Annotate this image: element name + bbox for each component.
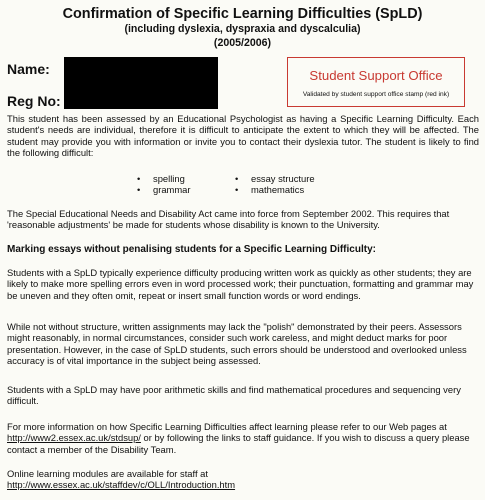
redacted-name-reg-box	[64, 57, 218, 109]
list-item: • essay structure	[235, 173, 315, 184]
stdsup-link[interactable]: http://www2.essex.ac.uk/stdsup/	[7, 432, 141, 444]
stamp-box	[287, 57, 465, 107]
more-info-paragraph: For more information on how Specific Learning Difficulties affect learning please refer to our Web pages at http://www2.essex.ac.uk/stdsup/ or by following the links to staff guidance. If you wish to discuss a query please contact a member of the Disability Team.	[7, 421, 470, 455]
online-modules-paragraph: Online learning modules are available for staff at http://www.essex.ac.uk/staffdev/c/OLL/Introduction.htm	[7, 468, 236, 491]
list-item: • mathematics	[235, 184, 305, 195]
assignments-paragraph: While not without structure, written assignments may lack the "polish" demonstrated by their peers. Assessors might reasonably, in normal circumstances, consider such work careless, and might deduct marks for poor presentation. However, in the case of SpLD students, such errors should be understood and overlooked unless accuracy is of vital importance in the subject being assessed.	[7, 321, 467, 367]
oll-introduction-link[interactable]: http://www.essex.ac.uk/staffdev/c/OLL/Introduction.htm	[7, 479, 236, 491]
document-year: (2005/2006)	[213, 37, 272, 49]
sen-act-paragraph: The Special Educational Needs and Disability Act came into force from September 2002. This requires that 'reasonable adjustments' be made for students whose disability is known to the University.	[7, 208, 450, 231]
intro-paragraph: This student has been assessed by an Educational Psychologist as having a Specific Learning Difficulty. Each student's needs are individual, therefore it is difficult to anticipate the extent to which they will be affected. The student may provide you with information or invite you to contact their dyslexia tutor. The student is likely to find the following difficult:	[7, 113, 479, 159]
document-subtitle: (including dyslexia, dyspraxia and dyscalculia)	[124, 23, 361, 35]
list-item: • grammar	[137, 184, 191, 195]
list-item: • spelling	[137, 173, 185, 184]
name-label: Name:	[7, 61, 50, 77]
stamp-note: Validated by student support office stamp (red ink)	[302, 91, 450, 98]
reg-no-label: Reg No:	[7, 93, 61, 109]
spld-writing-paragraph: Students with a SpLD typically experience difficulty producing written work as quickly as other students; they are likely to make more spelling errors even in word processed work; their punctuation, formatting and grammar may be uneven and they often omit, repeat or insert small function words or word endings.	[7, 267, 474, 301]
document-title: Confirmation of Specific Learning Difficulties (SpLD)	[62, 6, 423, 22]
arithmetic-paragraph: Students with a SpLD may have poor arithmetic skills and find mathematical procedures and sequencing very difficult.	[7, 384, 461, 407]
section-heading: Marking essays without penalising students for a Specific Learning Difficulty:	[7, 244, 376, 255]
stamp-title: Student Support Office	[309, 68, 443, 83]
